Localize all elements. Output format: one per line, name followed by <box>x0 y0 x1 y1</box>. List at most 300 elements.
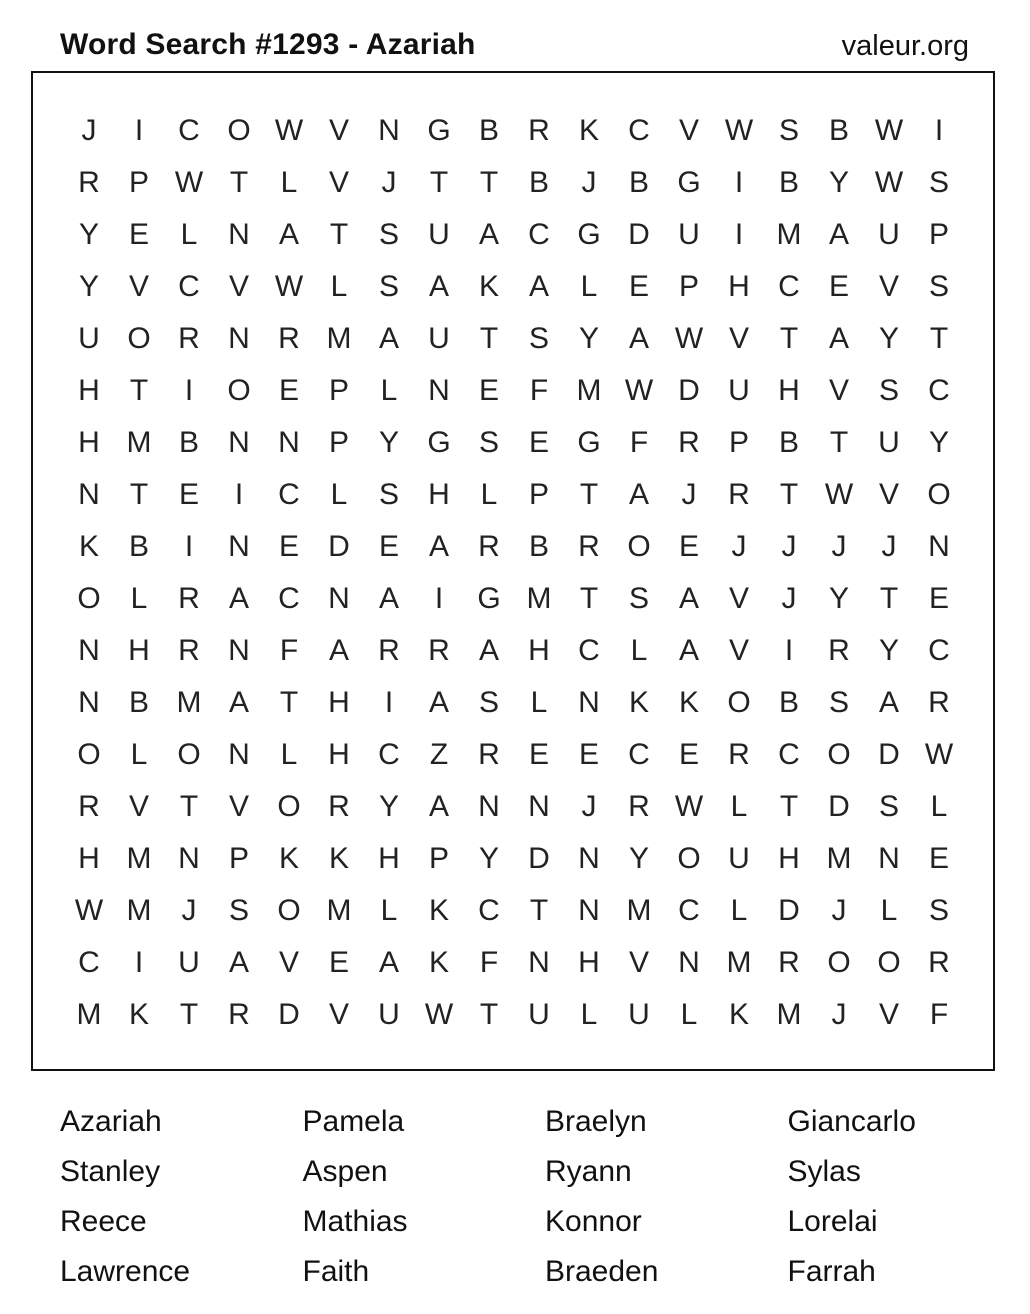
grid-letter[interactable]: W <box>174 166 204 199</box>
grid-letter[interactable]: J <box>381 166 397 199</box>
grid-letter[interactable]: A <box>378 322 399 355</box>
grid-letter[interactable]: K <box>478 270 499 303</box>
grid-letter[interactable]: J <box>181 894 197 927</box>
grid-letter[interactable]: A <box>478 634 499 667</box>
grid-letter[interactable]: J <box>81 114 97 147</box>
grid-letter[interactable]: N <box>578 842 600 875</box>
grid-letter[interactable]: A <box>228 582 249 615</box>
grid-letter[interactable]: S <box>378 218 399 251</box>
grid-letter[interactable]: H <box>78 426 100 459</box>
grid-letter[interactable]: V <box>828 374 849 407</box>
grid-letter[interactable]: M <box>126 842 152 875</box>
grid-letter[interactable]: A <box>628 322 649 355</box>
grid-letter[interactable]: M <box>126 426 152 459</box>
grid-letter[interactable]: L <box>580 270 598 303</box>
grid-letter[interactable]: P <box>678 270 699 303</box>
grid-letter[interactable]: K <box>78 530 99 563</box>
grid-letter[interactable]: K <box>678 686 699 719</box>
grid-letter[interactable]: N <box>228 530 250 563</box>
grid-letter[interactable]: E <box>578 738 599 771</box>
grid-letter[interactable]: L <box>930 790 948 823</box>
grid-letter[interactable]: P <box>928 218 949 251</box>
grid-letter[interactable]: N <box>928 530 950 563</box>
grid-letter[interactable]: V <box>678 114 699 147</box>
grid-letter[interactable]: L <box>880 894 898 927</box>
grid-letter[interactable]: V <box>628 946 649 979</box>
grid-letter[interactable]: S <box>778 114 799 147</box>
grid-letter[interactable]: K <box>628 686 649 719</box>
grid-letter[interactable]: M <box>326 894 352 927</box>
grid-letter[interactable]: R <box>678 426 700 459</box>
grid-letter[interactable]: E <box>128 218 149 251</box>
grid-letter[interactable]: T <box>779 478 799 511</box>
grid-letter[interactable]: A <box>378 946 399 979</box>
grid-letter[interactable]: B <box>528 166 549 199</box>
grid-letter[interactable]: S <box>478 686 499 719</box>
grid-letter[interactable]: N <box>678 946 700 979</box>
grid-letter[interactable]: B <box>478 114 499 147</box>
grid-letter[interactable]: R <box>78 166 100 199</box>
grid-letter[interactable]: B <box>128 530 149 563</box>
grid-letter[interactable]: N <box>378 114 400 147</box>
grid-letter[interactable]: M <box>176 686 202 719</box>
grid-letter[interactable]: W <box>274 270 304 303</box>
grid-letter[interactable]: I <box>734 218 744 251</box>
grid-letter[interactable]: M <box>526 582 552 615</box>
grid-letter[interactable]: S <box>928 894 949 927</box>
grid-letter[interactable]: N <box>878 842 900 875</box>
grid-letter[interactable]: C <box>778 738 800 771</box>
grid-letter[interactable]: Y <box>828 582 849 615</box>
grid-letter[interactable]: D <box>678 374 700 407</box>
grid-letter[interactable]: H <box>528 634 550 667</box>
grid-letter[interactable]: B <box>528 530 549 563</box>
grid-letter[interactable]: C <box>928 634 950 667</box>
grid-letter[interactable]: E <box>528 738 549 771</box>
grid-letter[interactable]: S <box>528 322 549 355</box>
grid-letter[interactable]: N <box>528 946 550 979</box>
grid-letter[interactable]: P <box>328 426 349 459</box>
grid-letter[interactable]: W <box>74 894 104 927</box>
grid-letter[interactable]: N <box>278 426 300 459</box>
grid-letter[interactable]: O <box>77 582 101 615</box>
grid-letter[interactable]: E <box>628 270 649 303</box>
grid-letter[interactable]: R <box>178 582 200 615</box>
grid-letter[interactable]: R <box>928 946 950 979</box>
grid-letter[interactable]: M <box>126 894 152 927</box>
grid-letter[interactable]: N <box>228 738 250 771</box>
grid-letter[interactable]: J <box>581 166 597 199</box>
grid-letter[interactable]: O <box>827 946 851 979</box>
grid-letter[interactable]: C <box>578 634 600 667</box>
grid-letter[interactable]: I <box>784 634 794 667</box>
grid-letter[interactable]: J <box>881 530 897 563</box>
grid-letter[interactable]: Y <box>378 426 399 459</box>
grid-letter[interactable]: A <box>328 634 349 667</box>
grid-letter[interactable]: U <box>728 842 750 875</box>
grid-letter[interactable]: R <box>628 790 650 823</box>
grid-letter[interactable]: N <box>478 790 500 823</box>
grid-letter[interactable]: A <box>428 270 449 303</box>
grid-letter[interactable]: S <box>378 270 399 303</box>
grid-letter[interactable]: A <box>678 634 699 667</box>
grid-letter[interactable]: R <box>378 634 400 667</box>
grid-letter[interactable]: A <box>378 582 399 615</box>
grid-letter[interactable]: O <box>677 842 701 875</box>
grid-letter[interactable]: L <box>380 374 398 407</box>
grid-letter[interactable]: W <box>874 114 904 147</box>
grid-letter[interactable]: J <box>831 530 847 563</box>
grid-letter[interactable]: T <box>529 894 549 927</box>
grid-letter[interactable]: S <box>828 686 849 719</box>
grid-letter[interactable]: D <box>528 842 550 875</box>
grid-letter[interactable]: W <box>824 478 854 511</box>
grid-letter[interactable]: M <box>576 374 602 407</box>
grid-letter[interactable]: N <box>578 686 600 719</box>
grid-letter[interactable]: R <box>178 322 200 355</box>
grid-letter[interactable]: B <box>178 426 199 459</box>
grid-letter[interactable]: L <box>730 894 748 927</box>
grid-letter[interactable]: A <box>828 218 849 251</box>
grid-letter[interactable]: A <box>228 686 249 719</box>
grid-letter[interactable]: V <box>128 790 149 823</box>
grid-letter[interactable]: J <box>681 478 697 511</box>
grid-letter[interactable]: T <box>329 218 349 251</box>
grid-letter[interactable]: E <box>278 530 299 563</box>
grid-letter[interactable]: Y <box>928 426 949 459</box>
grid-letter[interactable]: B <box>778 426 799 459</box>
grid-letter[interactable]: M <box>776 998 802 1031</box>
grid-letter[interactable]: T <box>579 582 599 615</box>
grid-letter[interactable]: V <box>878 270 899 303</box>
grid-letter[interactable]: J <box>831 894 847 927</box>
grid-letter[interactable]: T <box>179 790 199 823</box>
grid-letter[interactable]: W <box>924 738 954 771</box>
grid-letter[interactable]: O <box>927 478 951 511</box>
grid-letter[interactable]: T <box>179 998 199 1031</box>
grid-letter[interactable]: M <box>326 322 352 355</box>
grid-letter[interactable]: I <box>734 166 744 199</box>
grid-letter[interactable]: U <box>878 426 900 459</box>
grid-letter[interactable]: J <box>731 530 747 563</box>
grid-letter[interactable]: G <box>477 582 501 615</box>
grid-letter[interactable]: A <box>528 270 549 303</box>
grid-letter[interactable]: S <box>878 374 899 407</box>
grid-letter[interactable]: T <box>429 166 449 199</box>
grid-letter[interactable]: F <box>929 998 949 1031</box>
grid-letter[interactable]: H <box>78 842 100 875</box>
grid-letter[interactable]: K <box>278 842 299 875</box>
grid-letter[interactable]: E <box>678 530 699 563</box>
grid-letter[interactable]: K <box>128 998 149 1031</box>
grid-letter[interactable]: R <box>828 634 850 667</box>
grid-letter[interactable]: J <box>781 582 797 615</box>
grid-letter[interactable]: R <box>328 790 350 823</box>
grid-letter[interactable]: L <box>580 998 598 1031</box>
grid-letter[interactable]: B <box>628 166 649 199</box>
grid-letter[interactable]: N <box>228 218 250 251</box>
grid-letter[interactable]: Y <box>78 218 99 251</box>
grid-letter[interactable]: R <box>778 946 800 979</box>
grid-letter[interactable]: U <box>728 374 750 407</box>
grid-letter[interactable]: A <box>428 530 449 563</box>
grid-letter[interactable]: N <box>78 478 100 511</box>
grid-letter[interactable]: H <box>578 946 600 979</box>
grid-letter[interactable]: V <box>728 322 749 355</box>
grid-letter[interactable]: S <box>928 270 949 303</box>
grid-letter[interactable]: N <box>228 322 250 355</box>
grid-letter[interactable]: E <box>678 738 699 771</box>
grid-letter[interactable]: T <box>579 478 599 511</box>
grid-letter[interactable]: L <box>530 686 548 719</box>
grid-letter[interactable]: U <box>678 218 700 251</box>
grid-letter[interactable]: N <box>578 894 600 927</box>
grid-letter[interactable]: J <box>581 790 597 823</box>
grid-letter[interactable]: A <box>678 582 699 615</box>
grid-letter[interactable]: G <box>577 426 601 459</box>
grid-letter[interactable]: D <box>328 530 350 563</box>
grid-letter[interactable]: H <box>78 374 100 407</box>
grid-letter[interactable]: T <box>479 322 499 355</box>
grid-letter[interactable]: O <box>277 790 301 823</box>
grid-letter[interactable]: H <box>728 270 750 303</box>
grid-letter[interactable]: F <box>629 426 649 459</box>
grid-letter[interactable]: L <box>130 582 148 615</box>
grid-letter[interactable]: O <box>277 894 301 927</box>
grid-letter[interactable]: E <box>178 478 199 511</box>
grid-letter[interactable]: V <box>878 478 899 511</box>
grid-letter[interactable]: Y <box>878 634 899 667</box>
grid-letter[interactable]: F <box>279 634 299 667</box>
grid-letter[interactable]: O <box>877 946 901 979</box>
grid-letter[interactable]: A <box>428 790 449 823</box>
grid-letter[interactable]: I <box>134 946 144 979</box>
grid-letter[interactable]: W <box>274 114 304 147</box>
grid-letter[interactable]: R <box>228 998 250 1031</box>
grid-letter[interactable]: E <box>278 374 299 407</box>
grid-letter[interactable]: E <box>378 530 399 563</box>
grid-letter[interactable]: E <box>478 374 499 407</box>
grid-letter[interactable]: V <box>328 166 349 199</box>
grid-letter[interactable]: E <box>928 842 949 875</box>
grid-letter[interactable]: Y <box>78 270 99 303</box>
grid-letter[interactable]: H <box>378 842 400 875</box>
grid-letter[interactable]: C <box>278 582 300 615</box>
grid-letter[interactable]: U <box>78 322 100 355</box>
grid-letter[interactable]: Y <box>828 166 849 199</box>
grid-letter[interactable]: T <box>479 998 499 1031</box>
grid-letter[interactable]: U <box>428 218 450 251</box>
grid-letter[interactable]: H <box>328 738 350 771</box>
grid-letter[interactable]: T <box>279 686 299 719</box>
grid-letter[interactable]: R <box>528 114 550 147</box>
grid-letter[interactable]: G <box>427 426 451 459</box>
grid-letter[interactable]: E <box>928 582 949 615</box>
grid-letter[interactable]: W <box>874 166 904 199</box>
grid-letter[interactable]: A <box>228 946 249 979</box>
grid-letter[interactable]: P <box>528 478 549 511</box>
grid-letter[interactable]: L <box>280 166 298 199</box>
grid-letter[interactable]: H <box>778 842 800 875</box>
grid-letter[interactable]: I <box>134 114 144 147</box>
grid-letter[interactable]: O <box>227 114 251 147</box>
grid-letter[interactable]: D <box>828 790 850 823</box>
grid-letter[interactable]: K <box>728 998 749 1031</box>
grid-letter[interactable]: R <box>578 530 600 563</box>
grid-letter[interactable]: W <box>424 998 454 1031</box>
grid-letter[interactable]: I <box>234 478 244 511</box>
grid-letter[interactable]: T <box>879 582 899 615</box>
grid-letter[interactable]: T <box>129 374 149 407</box>
grid-letter[interactable]: U <box>878 218 900 251</box>
grid-letter[interactable]: D <box>778 894 800 927</box>
grid-letter[interactable]: O <box>177 738 201 771</box>
grid-letter[interactable]: Y <box>878 322 899 355</box>
grid-letter[interactable]: U <box>428 322 450 355</box>
grid-letter[interactable]: M <box>76 998 102 1031</box>
grid-letter[interactable]: T <box>829 426 849 459</box>
grid-letter[interactable]: K <box>578 114 599 147</box>
grid-letter[interactable]: U <box>378 998 400 1031</box>
grid-letter[interactable]: M <box>826 842 852 875</box>
grid-letter[interactable]: E <box>528 426 549 459</box>
grid-letter[interactable]: F <box>529 374 549 407</box>
grid-letter[interactable]: T <box>479 166 499 199</box>
grid-letter[interactable]: L <box>480 478 498 511</box>
grid-letter[interactable]: C <box>378 738 400 771</box>
grid-letter[interactable]: L <box>130 738 148 771</box>
grid-letter[interactable]: L <box>730 790 748 823</box>
grid-letter[interactable]: K <box>328 842 349 875</box>
grid-letter[interactable]: K <box>428 946 449 979</box>
grid-letter[interactable]: S <box>928 166 949 199</box>
grid-letter[interactable]: C <box>478 894 500 927</box>
grid-letter[interactable]: S <box>478 426 499 459</box>
grid-letter[interactable]: G <box>577 218 601 251</box>
grid-letter[interactable]: U <box>178 946 200 979</box>
grid-letter[interactable]: C <box>278 478 300 511</box>
grid-letter[interactable]: M <box>726 946 752 979</box>
grid-letter[interactable]: O <box>127 322 151 355</box>
grid-letter[interactable]: B <box>778 686 799 719</box>
grid-letter[interactable]: V <box>878 998 899 1031</box>
grid-letter[interactable]: O <box>727 686 751 719</box>
grid-letter[interactable]: V <box>128 270 149 303</box>
grid-letter[interactable]: B <box>828 114 849 147</box>
grid-letter[interactable]: R <box>728 478 750 511</box>
grid-letter[interactable]: N <box>528 790 550 823</box>
grid-letter[interactable]: C <box>78 946 100 979</box>
grid-letter[interactable]: L <box>380 894 398 927</box>
grid-letter[interactable]: Z <box>429 738 449 771</box>
grid-letter[interactable]: C <box>628 738 650 771</box>
grid-letter[interactable]: P <box>128 166 149 199</box>
grid-letter[interactable]: A <box>278 218 299 251</box>
grid-letter[interactable]: V <box>278 946 299 979</box>
grid-letter[interactable]: B <box>128 686 149 719</box>
grid-letter[interactable]: C <box>628 114 650 147</box>
grid-letter[interactable]: Y <box>478 842 499 875</box>
grid-letter[interactable]: O <box>827 738 851 771</box>
grid-letter[interactable]: E <box>328 946 349 979</box>
grid-letter[interactable]: R <box>728 738 750 771</box>
grid-letter[interactable]: U <box>628 998 650 1031</box>
grid-letter[interactable]: N <box>328 582 350 615</box>
grid-letter[interactable]: J <box>831 998 847 1031</box>
grid-letter[interactable]: A <box>628 478 649 511</box>
grid-letter[interactable]: Y <box>378 790 399 823</box>
grid-letter[interactable]: R <box>478 530 500 563</box>
grid-letter[interactable]: H <box>128 634 150 667</box>
grid-letter[interactable]: P <box>728 426 749 459</box>
grid-letter[interactable]: D <box>628 218 650 251</box>
grid-letter[interactable]: E <box>828 270 849 303</box>
grid-letter[interactable]: V <box>328 998 349 1031</box>
grid-letter[interactable]: C <box>678 894 700 927</box>
grid-letter[interactable]: T <box>929 322 949 355</box>
grid-letter[interactable]: H <box>428 478 450 511</box>
grid-letter[interactable]: R <box>478 738 500 771</box>
grid-letter[interactable]: V <box>228 790 249 823</box>
grid-letter[interactable]: P <box>328 374 349 407</box>
grid-letter[interactable]: Y <box>628 842 649 875</box>
grid-letter[interactable]: C <box>928 374 950 407</box>
grid-letter[interactable]: C <box>178 270 200 303</box>
grid-letter[interactable]: M <box>626 894 652 927</box>
grid-letter[interactable]: G <box>677 166 701 199</box>
grid-letter[interactable]: V <box>728 634 749 667</box>
grid-letter[interactable]: W <box>674 790 704 823</box>
grid-letter[interactable]: I <box>434 582 444 615</box>
grid-letter[interactable]: H <box>328 686 350 719</box>
grid-letter[interactable]: R <box>428 634 450 667</box>
grid-letter[interactable]: N <box>78 686 100 719</box>
grid-letter[interactable]: W <box>724 114 754 147</box>
grid-letter[interactable]: V <box>728 582 749 615</box>
grid-letter[interactable]: P <box>428 842 449 875</box>
grid-letter[interactable]: C <box>178 114 200 147</box>
grid-letter[interactable]: K <box>428 894 449 927</box>
grid-letter[interactable]: V <box>228 270 249 303</box>
grid-letter[interactable]: R <box>78 790 100 823</box>
grid-letter[interactable]: I <box>184 530 194 563</box>
grid-letter[interactable]: H <box>778 374 800 407</box>
grid-letter[interactable]: L <box>680 998 698 1031</box>
grid-letter[interactable]: A <box>878 686 899 719</box>
grid-letter[interactable]: D <box>278 998 300 1031</box>
grid-letter[interactable]: M <box>776 218 802 251</box>
grid-letter[interactable]: P <box>228 842 249 875</box>
grid-letter[interactable]: S <box>878 790 899 823</box>
grid-letter[interactable]: U <box>528 998 550 1031</box>
grid-letter[interactable]: L <box>330 270 348 303</box>
grid-letter[interactable]: L <box>180 218 198 251</box>
grid-letter[interactable]: R <box>278 322 300 355</box>
grid-letter[interactable]: A <box>828 322 849 355</box>
grid-letter[interactable]: B <box>778 166 799 199</box>
grid-letter[interactable]: L <box>280 738 298 771</box>
grid-letter[interactable]: T <box>229 166 249 199</box>
grid-letter[interactable]: S <box>378 478 399 511</box>
grid-letter[interactable]: A <box>428 686 449 719</box>
grid-letter[interactable]: C <box>778 270 800 303</box>
grid-letter[interactable]: N <box>228 426 250 459</box>
grid-letter[interactable]: R <box>178 634 200 667</box>
grid-letter[interactable]: O <box>627 530 651 563</box>
grid-letter[interactable]: Y <box>578 322 599 355</box>
grid-letter[interactable]: S <box>228 894 249 927</box>
grid-letter[interactable]: I <box>384 686 394 719</box>
